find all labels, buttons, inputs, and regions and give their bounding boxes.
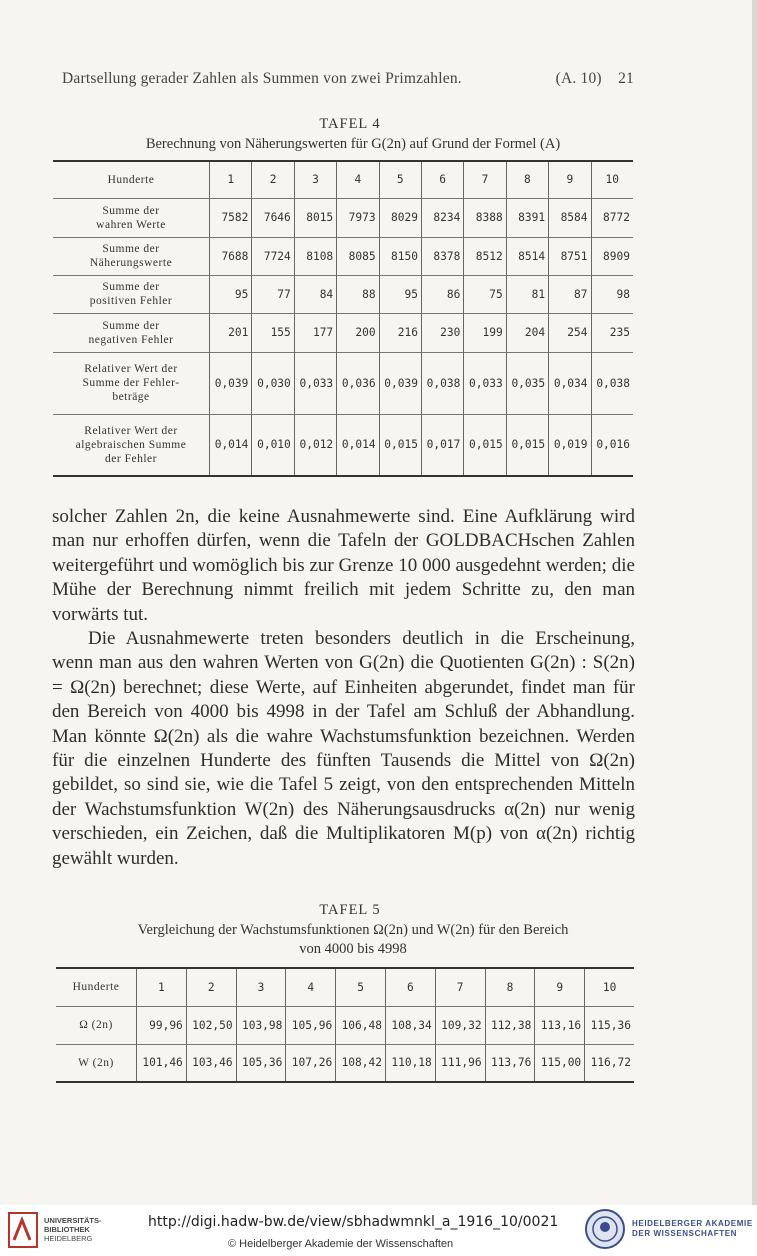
tafel4-column-header: 7 — [464, 161, 506, 198]
tafel5-table-row — [56, 1044, 634, 1082]
tafel4-row-label: Summe der positiven Fehler — [53, 275, 210, 313]
header-section-and-page — [556, 70, 634, 88]
tafel4-cell: 216 — [379, 313, 421, 352]
tafel4-cell: 8234 — [421, 198, 463, 237]
university-library-name: UNIVERSITÄTS- BIBLIOTHEK HEIDELBERG — [44, 1216, 102, 1243]
tafel4-cell: 8751 — [549, 237, 591, 275]
tafel5-column-header: 4 — [286, 968, 336, 1006]
tafel4-row-label: Summe der negativen Fehler — [53, 313, 210, 352]
tafel4-column-header: 9 — [549, 161, 591, 198]
tafel4-cell: 81 — [506, 275, 548, 313]
tafel4-cell: 8150 — [379, 237, 421, 275]
tafel4-cell: 87 — [549, 275, 591, 313]
copyright-notice: © Heidelberger Akademie der Wissenschaften — [228, 1238, 454, 1250]
page-edge — [752, 0, 757, 1205]
tafel4-cell: 88 — [337, 275, 379, 313]
tafel4-row-label: Relativer Wert der algebraischen Summe der Fehler — [53, 414, 210, 476]
tafel4-cell: 0,038 — [591, 352, 633, 414]
tafel5-caption-line2: von 4000 bis 4998 — [299, 941, 407, 957]
tafel4-cell: 199 — [464, 313, 506, 352]
tafel5-title: TAFEL 5 — [319, 902, 381, 918]
tafel4-cell: 0,010 — [252, 414, 294, 476]
tafel4-cell: 84 — [294, 275, 336, 313]
tafel5-caption-line1: Vergleichung der Wachstumsfunktionen Ω(2n) und W(2n) für den Bereich — [137, 922, 569, 938]
tafel4-table-row — [53, 237, 633, 275]
running-header — [62, 70, 634, 88]
tafel5-cell: 102,50 — [186, 1006, 236, 1044]
tafel5-row-label: W (2n) — [56, 1044, 137, 1082]
university-library-logo-icon — [8, 1212, 38, 1248]
tafel5-column-header: 5 — [336, 968, 386, 1006]
tafel4-cell: 8015 — [294, 198, 336, 237]
tafel5-cell: 112,38 — [485, 1006, 535, 1044]
body-text — [52, 505, 635, 871]
tafel4-row-label: Relativer Wert der Summe der Fehler- beträge — [53, 352, 210, 414]
tafel4-cell: 8772 — [591, 198, 633, 237]
tafel4-column-header: Hunderte — [53, 161, 210, 198]
tafel5-cell: 105,96 — [286, 1006, 336, 1044]
running-title: Dartsellung gerader Zahlen als Summen von zwei Primzahlen. — [62, 70, 462, 87]
tafel4-cell: 7582 — [210, 198, 252, 237]
tafel4-table — [53, 160, 633, 477]
tafel5-cell: 116,72 — [585, 1044, 634, 1082]
tafel5-cell: 115,36 — [585, 1006, 634, 1044]
tafel5-table — [56, 967, 634, 1083]
tafel4-cell: 0,039 — [210, 352, 252, 414]
source-url-link[interactable]: http://digi.hadw-bw.de/view/sbhadwmnkl_a_1916_10/0021 — [148, 1214, 559, 1230]
tafel4-cell: 0,035 — [506, 352, 548, 414]
tafel5-cell: 108,34 — [385, 1006, 435, 1044]
tafel4-cell: 0,038 — [421, 352, 463, 414]
tafel5-column-header: Hunderte — [56, 968, 137, 1006]
tafel4-column-header: 10 — [591, 161, 633, 198]
tafel4-cell: 86 — [421, 275, 463, 313]
tafel4-row-label: Summe der Näherungswerte — [53, 237, 210, 275]
tafel4-cell: 235 — [591, 313, 633, 352]
tafel5-column-header: 3 — [236, 968, 286, 1006]
tafel4-cell: 98 — [591, 275, 633, 313]
tafel4-table-row — [53, 414, 633, 476]
tafel5-cell: 113,16 — [535, 1006, 585, 1044]
tafel4-cell: 8388 — [464, 198, 506, 237]
tafel4-cell: 0,015 — [464, 414, 506, 476]
tafel4-cell: 0,030 — [252, 352, 294, 414]
tafel4-table-row — [53, 275, 633, 313]
tafel4-column-header: 3 — [294, 161, 336, 198]
tafel4-cell: 0,033 — [464, 352, 506, 414]
tafel5-header-row — [56, 968, 634, 1006]
tafel4-cell: 95 — [379, 275, 421, 313]
academy-name: HEIDELBERGER AKADEMIE DER WISSENSCHAFTEN — [632, 1219, 753, 1238]
tafel4-cell: 7646 — [252, 198, 294, 237]
tafel5-cell: 99,96 — [137, 1006, 187, 1044]
tafel4-cell: 8909 — [591, 237, 633, 275]
tafel4-cell: 8085 — [337, 237, 379, 275]
tafel4-cell: 7724 — [252, 237, 294, 275]
tafel4-row-label: Summe der wahren Werte — [53, 198, 210, 237]
tafel4-cell: 8391 — [506, 198, 548, 237]
tafel5-column-header: 2 — [186, 968, 236, 1006]
tafel4-cell: 0,034 — [549, 352, 591, 414]
tafel5-cell: 106,48 — [336, 1006, 386, 1044]
tafel4-cell: 200 — [337, 313, 379, 352]
tafel5-cell: 115,00 — [535, 1044, 585, 1082]
tafel4-column-header: 6 — [421, 161, 463, 198]
tafel4-cell: 77 — [252, 275, 294, 313]
tafel4-cell: 0,015 — [379, 414, 421, 476]
tafel5-table-row — [56, 1006, 634, 1044]
tafel5-column-header: 10 — [585, 968, 634, 1006]
tafel4-cell: 254 — [549, 313, 591, 352]
tafel4-cell: 0,033 — [294, 352, 336, 414]
academy-seal-icon — [584, 1208, 626, 1250]
tafel5-column-header: 7 — [435, 968, 485, 1006]
tafel4-caption: Berechnung von Näherungswerten für G(2n) auf Grund der Formel (A) — [145, 136, 561, 152]
tafel4-cell: 75 — [464, 275, 506, 313]
tafel4-cell: 0,012 — [294, 414, 336, 476]
tafel5-column-header: 8 — [485, 968, 535, 1006]
tafel4-cell: 0,016 — [591, 414, 633, 476]
section-number: (A. 10) — [555, 70, 602, 87]
tafel5-caption — [46, 921, 660, 959]
tafel5-cell: 103,46 — [186, 1044, 236, 1082]
tafel4-cell: 0,019 — [549, 414, 591, 476]
tafel4-cell: 0,039 — [379, 352, 421, 414]
tafel4-cell: 8512 — [464, 237, 506, 275]
tafel4-cell: 0,015 — [506, 414, 548, 476]
tafel5-cell: 105,36 — [236, 1044, 286, 1082]
tafel4-cell: 0,014 — [337, 414, 379, 476]
tafel4-column-header: 4 — [337, 161, 379, 198]
tafel4-column-header: 5 — [379, 161, 421, 198]
tafel4-cell: 177 — [294, 313, 336, 352]
tafel5-cell: 111,96 — [435, 1044, 485, 1082]
tafel4-cell: 0,036 — [337, 352, 379, 414]
tafel4-cell: 8584 — [549, 198, 591, 237]
tafel4-cell: 0,014 — [210, 414, 252, 476]
tafel4-cell: 7688 — [210, 237, 252, 275]
page-number: 21 — [618, 70, 634, 87]
tafel4-cell: 95 — [210, 275, 252, 313]
tafel4-table-row — [53, 352, 633, 414]
tafel5-column-header: 9 — [535, 968, 585, 1006]
paragraph-2: Die Ausnahmewerte treten besonders deutlich in die Erscheinung, wenn man aus den wahren Werten von G(2n) die Quotienten G(2n) : S(2n) = Ω(2n) berechnet; diese Werte, auf Einheiten abgerundet, findet man für den Bereich von 4000 bis 4998 in der Tafel am Schluß der Abhandlung. Man könnte Ω(2n) als die wahre Wachstumsfunktion bezeichnen. Werden für die einzelnen Hunderte des fünften Tausends die Mittel von Ω(2n) gebildet, so sind sie, wie die Tafel 5 zeigt, von den entsprechenden Mitteln der Wachstumsfunktion W(2n) des Näherungsausdrucks α(2n) nur wenig verschieden, ein Zeichen, daß die Multiplikatoren M(p) von α(2n) richtig gewählt wurden. — [52, 628, 635, 869]
tafel4-table-row — [53, 198, 633, 237]
tafel4-column-header: 1 — [210, 161, 252, 198]
tafel4-header-row — [53, 161, 633, 198]
tafel4-cell: 7973 — [337, 198, 379, 237]
paragraph-1: solcher Zahlen 2n, die keine Ausnahmewerte sind. Eine Aufklärung wird man nur erhoffen dürfen, wenn die Tafeln der GOLDBACHschen Zahlen weitergeführt und womöglich bis zur Grenze 10 000 ausgedehnt werden; die Mühe der Berechnung nimmt freilich mit jedem Schritte zu, den man vorwärts tut. — [52, 506, 635, 625]
tafel4-cell: 8108 — [294, 237, 336, 275]
tafel5-cell: 103,98 — [236, 1006, 286, 1044]
tafel5-column-header: 1 — [137, 968, 187, 1006]
tafel4-cell: 201 — [210, 313, 252, 352]
tafel5-cell: 108,42 — [336, 1044, 386, 1082]
tafel4-column-header: 2 — [252, 161, 294, 198]
tafel4-cell: 8514 — [506, 237, 548, 275]
tafel4-cell: 204 — [506, 313, 548, 352]
tafel4-table-row — [53, 313, 633, 352]
tafel5-cell: 113,76 — [485, 1044, 535, 1082]
tafel4-cell: 8029 — [379, 198, 421, 237]
tafel4-cell: 155 — [252, 313, 294, 352]
tafel4-title: TAFEL 4 — [319, 116, 381, 132]
tafel4-cell: 230 — [421, 313, 463, 352]
tafel5-column-header: 6 — [385, 968, 435, 1006]
tafel5-row-label: Ω (2n) — [56, 1006, 137, 1044]
tafel5-cell: 110,18 — [385, 1044, 435, 1082]
tafel5-cell: 101,46 — [137, 1044, 187, 1082]
tafel4-cell: 8378 — [421, 237, 463, 275]
tafel5-cell: 109,32 — [435, 1006, 485, 1044]
tafel5-cell: 107,26 — [286, 1044, 336, 1082]
tafel4-cell: 0,017 — [421, 414, 463, 476]
tafel4-column-header: 8 — [506, 161, 548, 198]
